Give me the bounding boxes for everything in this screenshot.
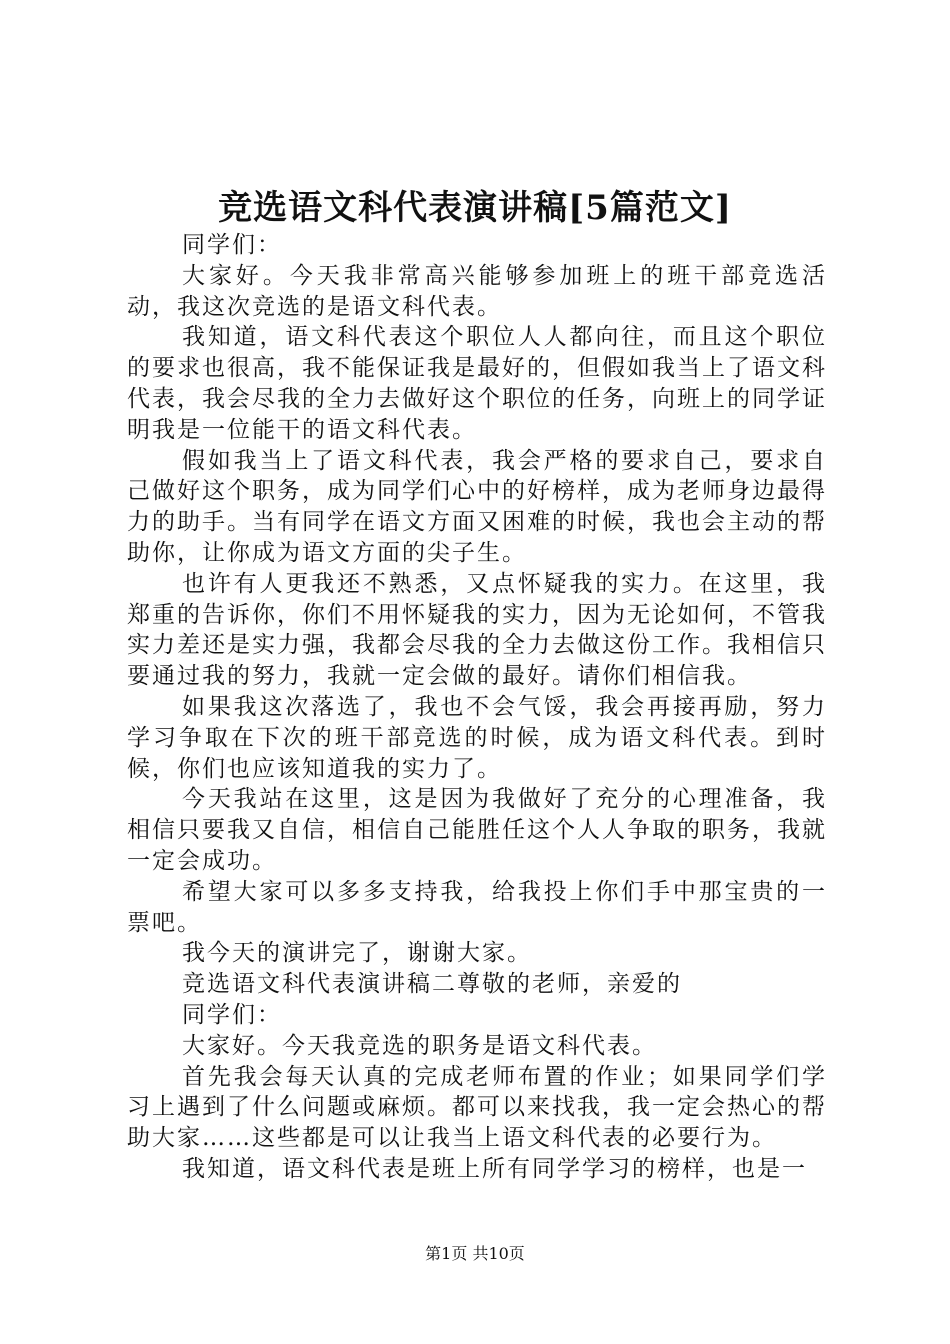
paragraph: 假如我当上了语文科代表，我会严格的要求自己，要求自己做好这个职务，成为同学们心中的好榜样，成为老师身边最得力的助手。当有同学在语文方面又困难的时候，我也会主动的帮助你，让你成为语文方面的尖子生。	[127, 447, 827, 566]
paragraph: 大家好。今天我竞选的职务是语文科代表。	[182, 1032, 657, 1059]
document-title: 竞选语文科代表演讲稿[5篇范文]	[218, 188, 732, 228]
document-body	[127, 230, 827, 1185]
paragraph: 希望大家可以多多支持我，给我投上你们手中那宝贵的一票吧。	[127, 878, 827, 936]
paragraph: 今天我站在这里，这是因为我做好了充分的心理准备，我相信只要我又自信，相信自己能胜任这个人人争取的职务，我就一定会成功。	[127, 786, 827, 874]
page-number: 第1页 共10页	[425, 1244, 525, 1263]
paragraph: 首先我会每天认真的完成老师布置的作业；如果同学们学习上遇到了什么问题或麻烦。都可以来找我，我一定会热心的帮助大家……这些都是可以让我当上语文科代表的必要行为。	[127, 1063, 827, 1152]
paragraph: 同学们：	[182, 232, 282, 258]
paragraph: 我今天的演讲完了，谢谢大家。	[182, 940, 532, 967]
paragraph: 同学们：	[182, 1001, 282, 1028]
paragraph: 也许有人更我还不熟悉，又点怀疑我的实力。在这里，我郑重的告诉你，你们不用怀疑我的实力，因为无论如何，不管我实力差还是实力强，我都会尽我的全力去做这份工作。我相信只要通过我的努力，我就一定会做的最好。请你们相信我。	[127, 570, 827, 690]
paragraph: 我知道，语文科代表是班上所有同学学习的榜样，也是一	[182, 1155, 807, 1182]
paragraph: 竞选语文科代表演讲稿二尊敬的老师，亲爱的	[182, 971, 682, 998]
paragraph: 我知道，语文科代表这个职位人人都向往，而且这个职位的要求也很高，我不能保证我是最好的，但假如我当上了语文科代表，我会尽我的全力去做好这个职位的任务，向班上的同学证明我是一位能干的语文科代表。	[127, 324, 827, 443]
paragraph: 大家好。今天我非常高兴能够参加班上的班干部竞选活动，我这次竞选的是语文科代表。	[127, 262, 827, 320]
page-footer	[0, 1243, 950, 1265]
paragraph: 如果我这次落选了，我也不会气馁，我会再接再励，努力学习争取在下次的班干部竞选的时候，成为语文科代表。到时候，你们也应该知道我的实力了。	[127, 693, 827, 782]
